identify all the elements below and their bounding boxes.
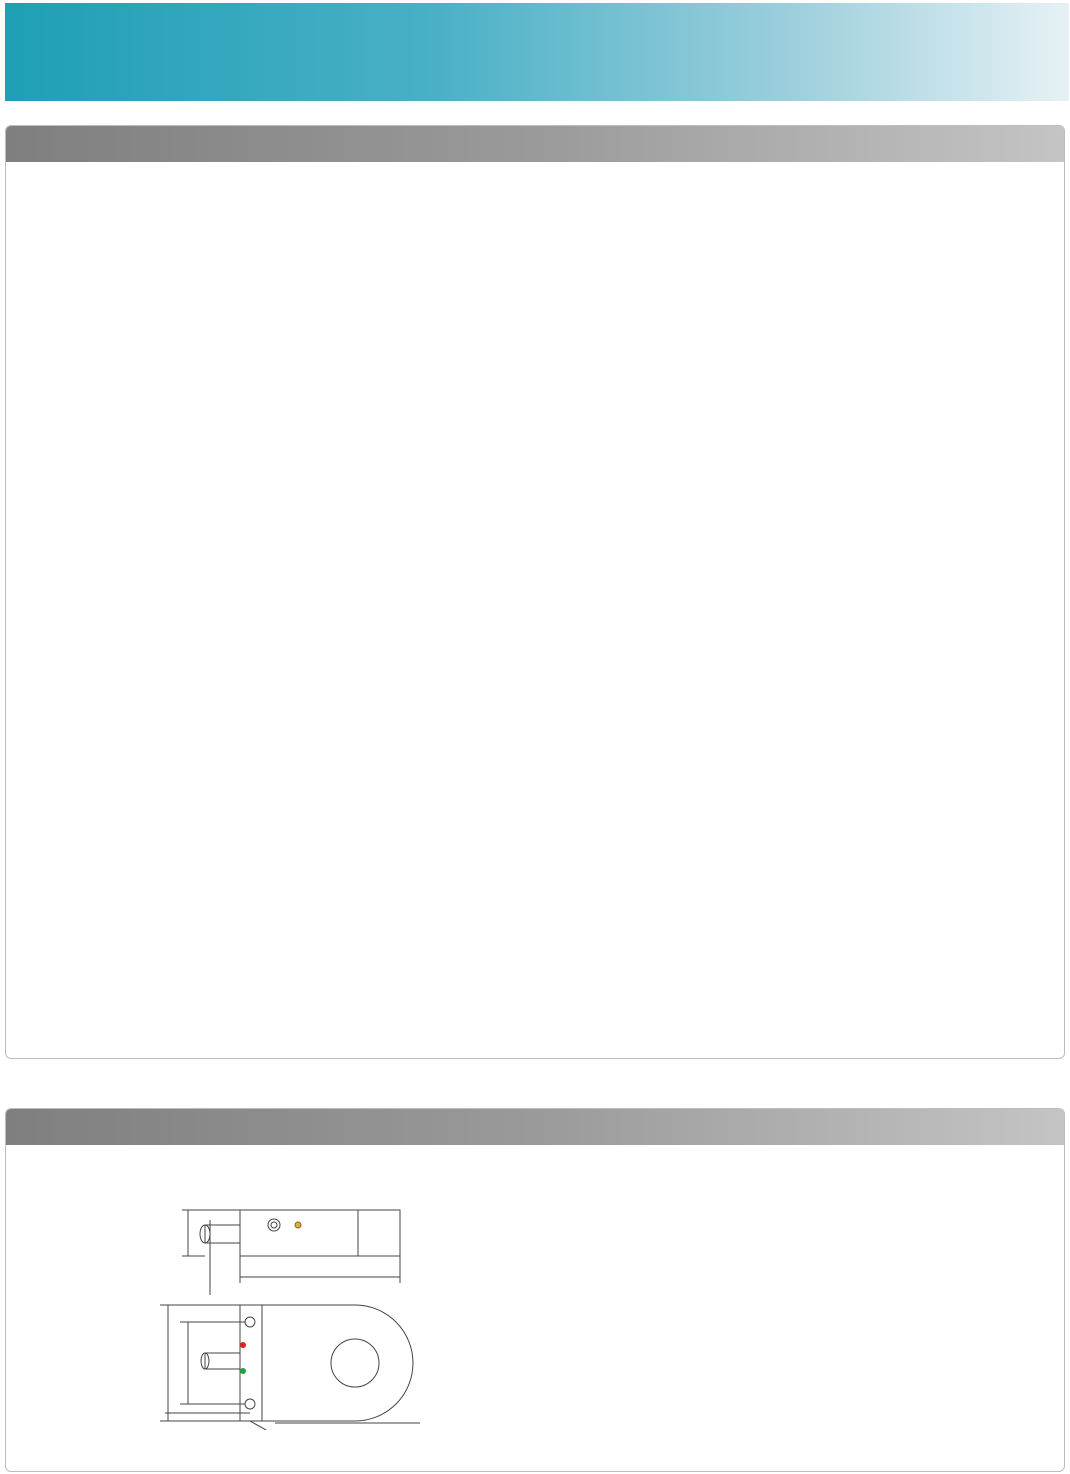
dimension-drawing <box>150 1195 440 1430</box>
params-panel <box>5 125 1065 1059</box>
wiring-panel-header <box>6 1109 1064 1145</box>
title-banner <box>5 3 1069 101</box>
sensor-body-front-view <box>240 1305 413 1421</box>
sensor-body-top-view <box>240 1210 400 1256</box>
params-panel-header <box>6 126 1064 162</box>
